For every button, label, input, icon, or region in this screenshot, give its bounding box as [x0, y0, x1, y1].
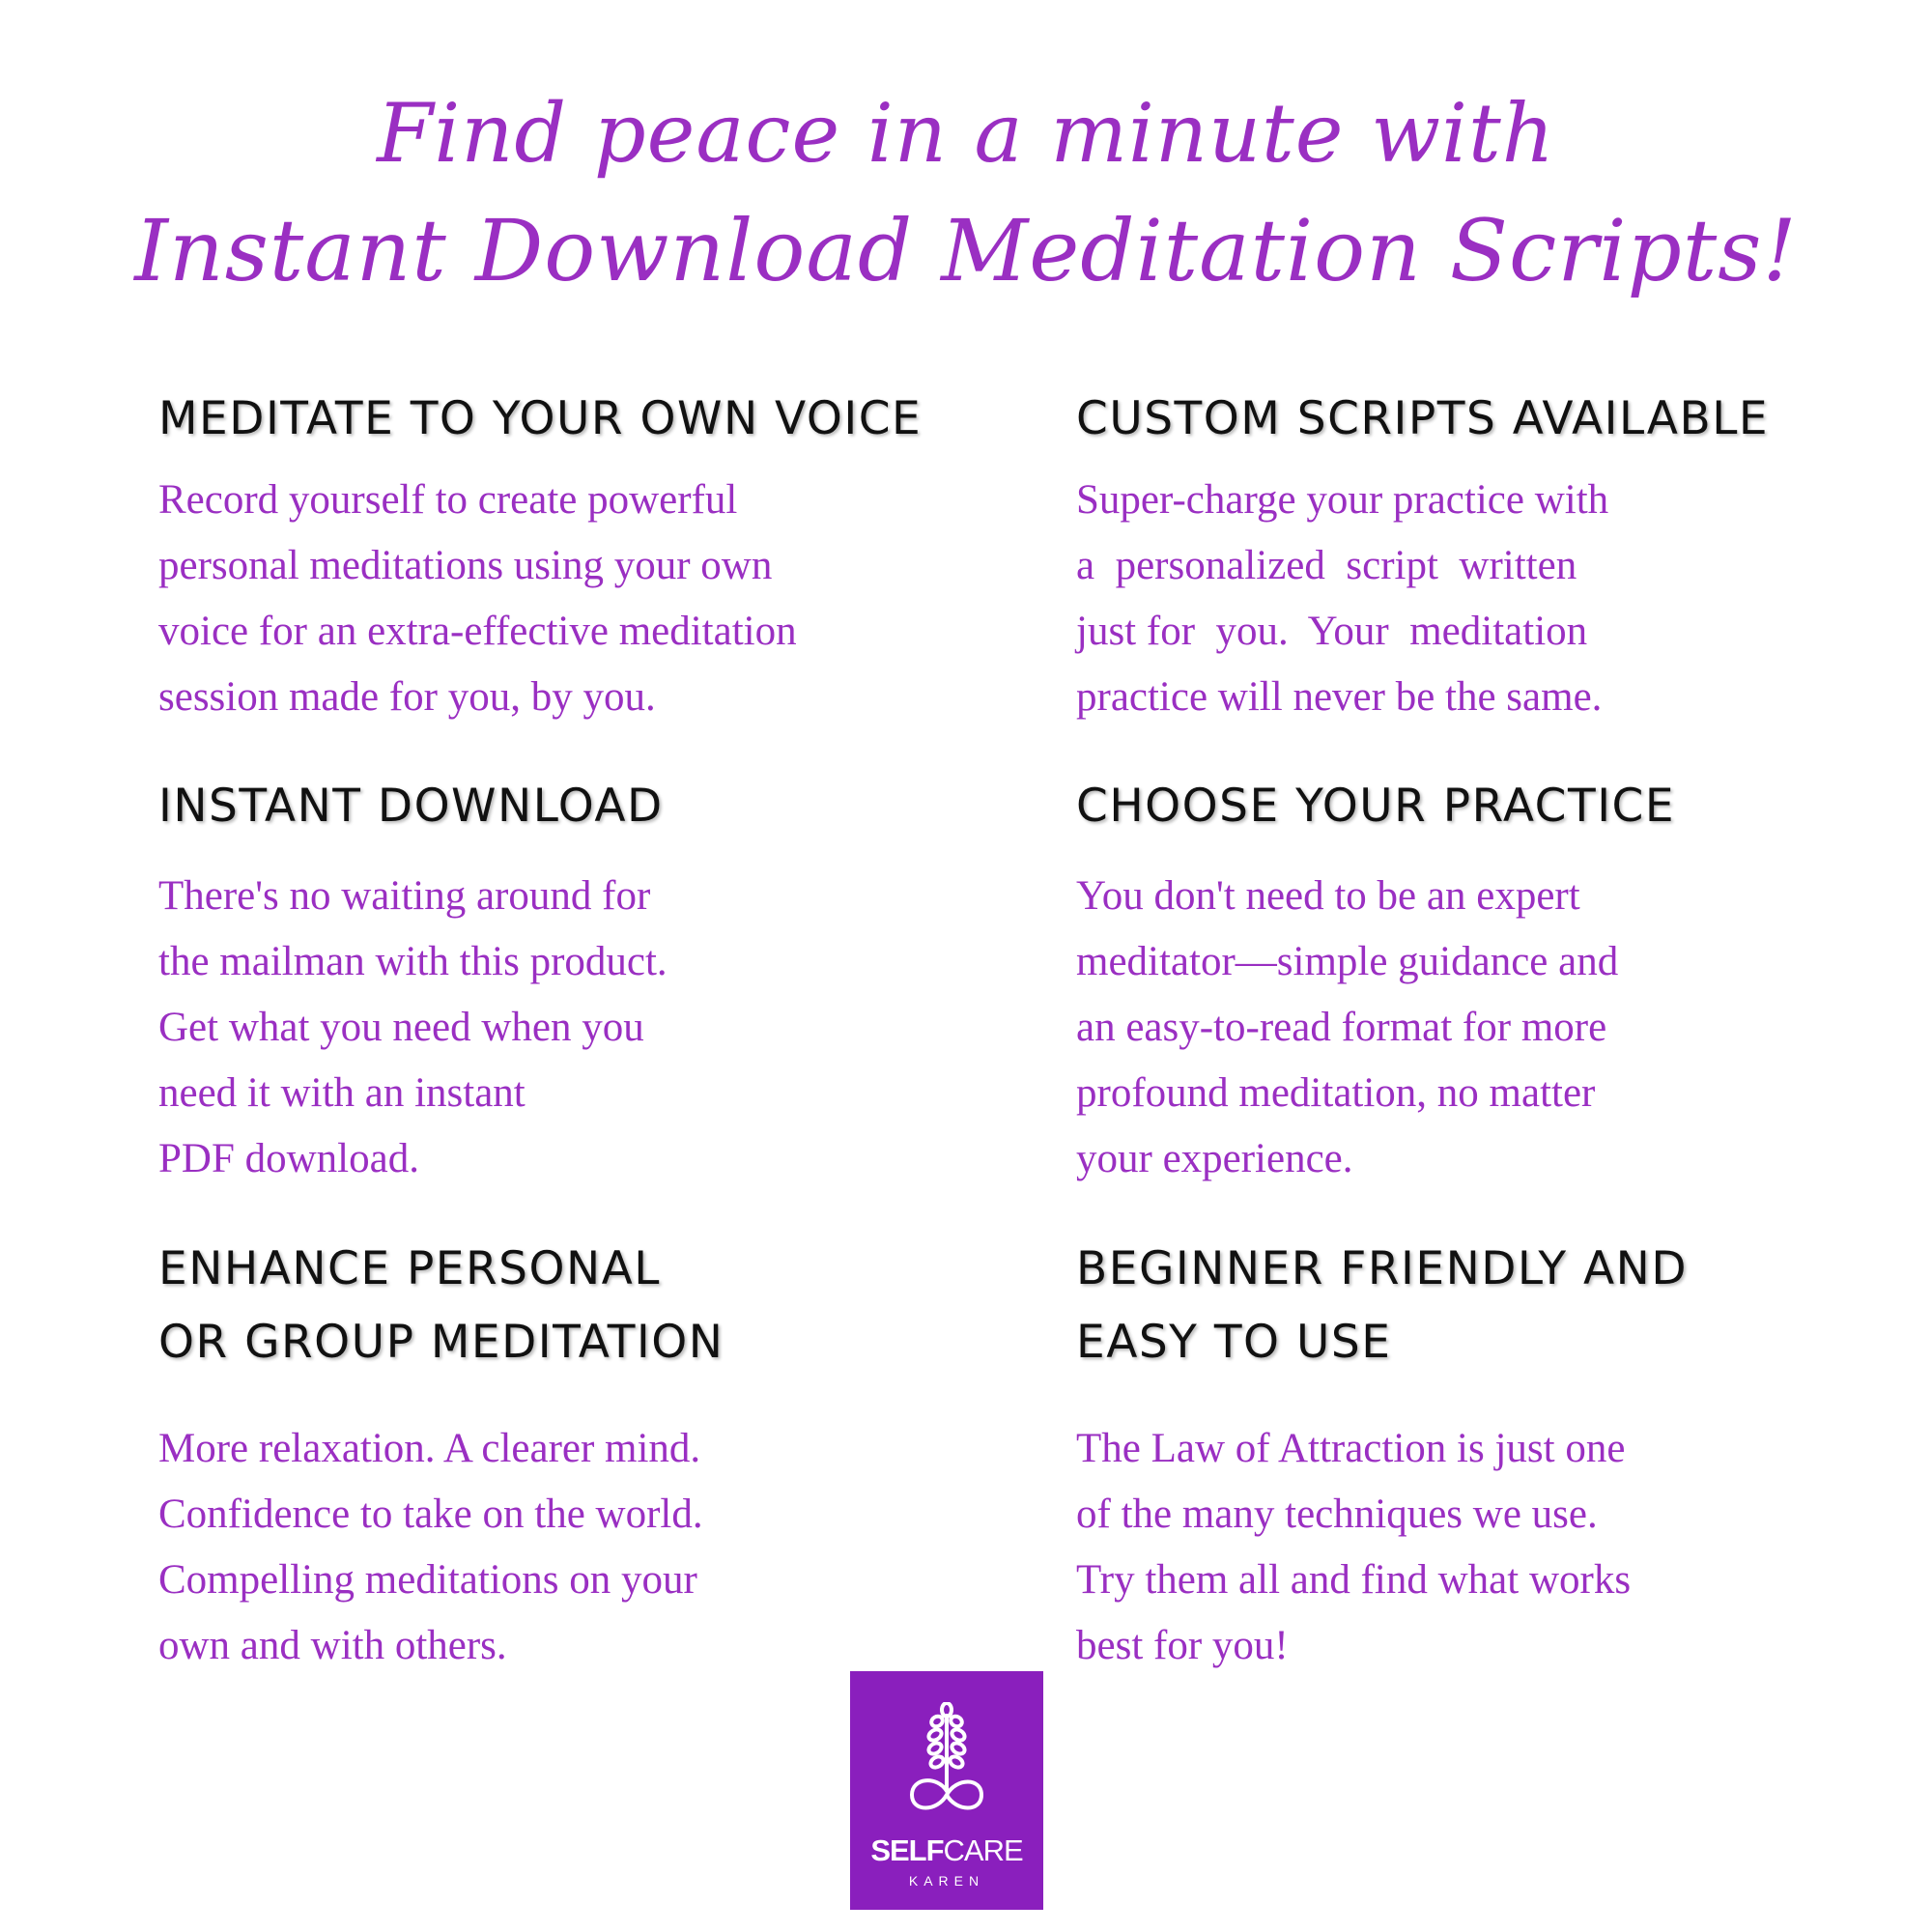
headline-line-1: Find peace in a minute with [377, 86, 1555, 181]
section-title-meditate-own-voice: MEDITATE TO YOUR OWN VOICE [158, 392, 923, 445]
section-body-instant-download: There's no waiting around for the mailman with this product. Get what you need when you need it with an instant PDF download. [158, 873, 668, 1181]
section-title-instant-download: INSTANT DOWNLOAD [158, 780, 664, 833]
section-title-choose-practice: CHOOSE YOUR PRACTICE [1076, 780, 1676, 833]
section-body-beginner-friendly: The Law of Attraction is just one of the many techniques we use. Try them all and find what works best for you! [1076, 1426, 1632, 1668]
logo-subtitle: KAREN [908, 1873, 985, 1889]
logo-brand-text [850, 1835, 1043, 1865]
logo-brand-light: CARE [943, 1833, 1023, 1867]
selfcare-karen-logo [850, 1671, 1043, 1910]
section-title-enhance-meditation: ENHANCE PERSONAL OR GROUP MEDITATION [158, 1242, 724, 1369]
headline-line-2: Instant Download Meditation Scripts! [134, 201, 1798, 300]
lavender-infinity-icon [898, 1702, 995, 1818]
section-body-enhance-meditation: More relaxation. A clearer mind. Confidence to take on the world. Compelling meditations on your own and with others. [158, 1426, 703, 1668]
section-body-choose-practice: You don't need to be an expert meditator—simple guidance and an easy-to-read format for more profound meditation, no matter your experience. [1076, 873, 1619, 1181]
section-body-meditate-own-voice: Record yourself to create powerful personal meditations using your own voice for an extra-effective meditation session made for you, by you. [158, 477, 797, 720]
section-body-custom-scripts: Super-charge your practice with a personalized script written just for you. Your meditation practice will never be the same. [1076, 477, 1609, 720]
logo-brand-bold: SELF [870, 1833, 944, 1867]
section-title-custom-scripts: CUSTOM SCRIPTS AVAILABLE [1076, 392, 1770, 445]
section-title-beginner-friendly: BEGINNER FRIENDLY AND EASY TO USE [1076, 1242, 1689, 1369]
